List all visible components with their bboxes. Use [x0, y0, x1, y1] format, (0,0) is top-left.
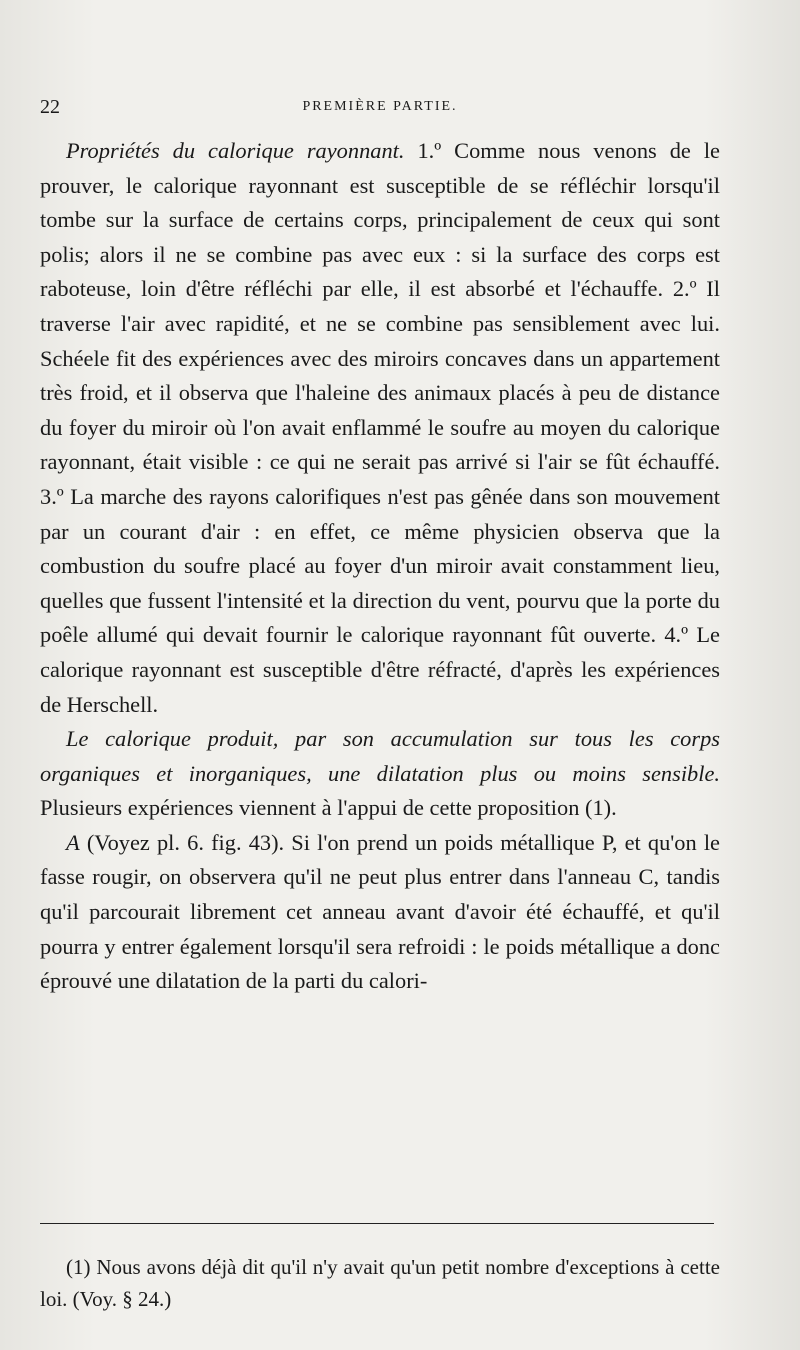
- page-number: 22: [40, 96, 60, 118]
- paragraph-text: 1.º Comme nous venons de le prouver, le calorique rayonnant est susceptible de se réfléchir lorsqu'il tombe sur la surface de certains corps, principalement de ceux qui sont polis; alors il ne se combine pas avec eux : si la surface des corps est raboteuse, loin d'être réfléchi par elle, il est absorbé et l'échauffe. 2.º Il traverse l'air avec rapidité, et ne se combine pas sensiblement avec lui. Schéele fit des expériences avec des miroirs concaves dans un appartement très froid, et il observa que l'haleine des animaux placés à peu de distance du foyer du miroir où l'on avait enflammé le soufre au moyen du calorique rayonnant, était visible : ce qui ne serait pas arrivé si l'air se fût échauffé. 3.º La marche des rayons calorifiques n'est pas gênée dans son mouvement par un courant d'air : en effet, ce même physicien observa que la combustion du soufre placé au foyer d'un miroir avait constamment lieu, quelles que fussent l'intensité et la direction du vent, pourvu que la porte du poêle allumé qui devait fournir le calorique rayonnant fût ouverte. 4.º Le calorique rayonnant est susceptible d'être réfracté, d'après les expériences de Herschell.: [40, 138, 720, 717]
- body-text: [40, 134, 720, 999]
- paragraph: [40, 134, 720, 722]
- running-title: PREMIÈRE PARTIE.: [302, 99, 458, 114]
- paragraph: [40, 826, 720, 999]
- paragraph-lead: A: [66, 829, 80, 855]
- paragraph-lead: Le calorique produit, par son accumulation sur tous les corps organiques et inorganiques, une dilatation plus ou moins sensible.: [40, 726, 720, 786]
- footnote: [40, 1251, 720, 1315]
- page-header: [40, 96, 720, 126]
- paragraph-text: (Voyez pl. 6. fig. 43). Si l'on prend un poids métallique P, et qu'on le fasse rougir, on observera qu'il ne peut plus entrer dans l'anneau C, tandis qu'il parcourait librement cet anneau avant d'avoir été échauffé, et qu'il pourra y entrer également lorsqu'il sera refroidi : le poids métallique a donc éprouvé une dilatation de la parti du calori-: [40, 829, 720, 994]
- paragraph-text: Plusieurs expériences viennent à l'appui de cette proposition (1).: [40, 795, 617, 821]
- footnote-text: (1) Nous avons déjà dit qu'il n'y avait qu'un petit nombre d'exceptions à cette loi. (Voy. § 24.): [40, 1255, 720, 1311]
- paragraph-lead: Propriétés du calorique rayonnant.: [66, 138, 405, 163]
- footnote-rule: [40, 1223, 714, 1224]
- paragraph: [40, 722, 720, 826]
